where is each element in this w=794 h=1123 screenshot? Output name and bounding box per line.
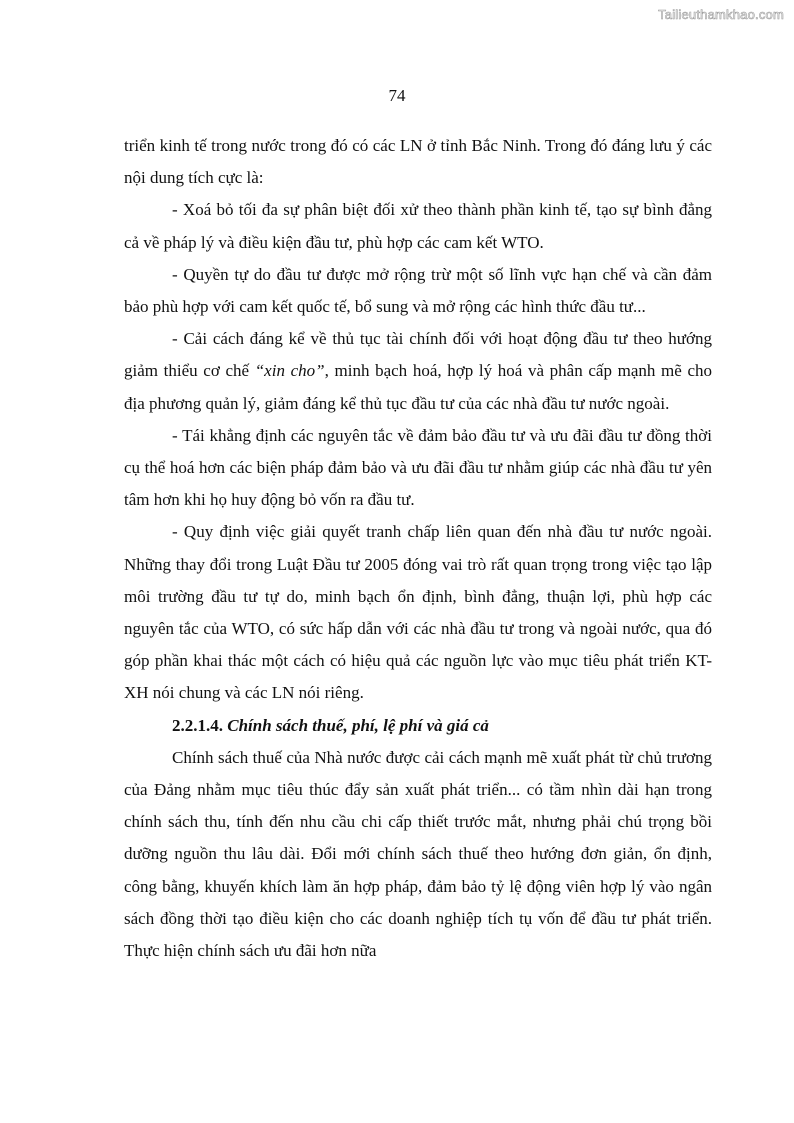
paragraph-4-italic: “xin cho” [254, 361, 325, 381]
paragraph-4-before: - Cải cách đáng kể về thủ tục tài chính đối với hoạt động đầu tư theo hướng giảm thiểu cơ chế [124, 329, 712, 381]
paragraph-6: - Quy định việc giải quyết tranh chấp liên quan đến nhà đầu tư nước ngoài. Những thay đổi trong Luật Đầu tư 2005 đóng vai trò rất quan trọng trong việc tạo lập môi trường đầu tư tự do, minh bạch ổn định, bình đẳng, thuận lợi, phù hợp các nguyên tắc của WTO, có sức hấp dẫn với các nhà đầu tư trong và ngoài nước, qua đó góp phần khai thác một cách có hiệu quả các nguồn lực vào mục tiêu phát triển KT-XH nói chung và các LN nói riêng. [124, 522, 712, 703]
paragraph-4 [124, 323, 712, 420]
paragraph-2: - Xoá bỏ tối đa sự phân biệt đối xử theo thành phần kinh tế, tạo sự bình đẳng cả về pháp lý và điều kiện đầu tư, phù hợp các cam kết WTO. [124, 200, 712, 252]
paragraph-1: triển kinh tế trong nước trong đó có các LN ở tỉnh Bắc Ninh. Trong đó đáng lưu ý các nội dung tích cực là: [124, 136, 712, 188]
paragraph-7: Chính sách thuế của Nhà nước được cải cách mạnh mẽ xuất phát từ chủ trương của Đảng nhằm mục tiêu thúc đẩy sản xuất phát triển... có tầm nhìn dài hạn trong chính sách thu, tính đến nhu cầu chi cấp thiết trước mắt, nhưng phải chú trọng bồi dưỡng nguồn thu lâu dài. Đổi mới chính sách thuế theo hướng đơn giản, ổn định, công bằng, khuyến khích làm ăn hợp pháp, đảm bảo tỷ lệ động viên hợp lý vào ngân sách đồng thời tạo điều kiện cho các doanh nghiệp tích tụ vốn để đầu tư phát triển. Thực hiện chính sách ưu đãi hơn nữa [124, 747, 712, 961]
paragraph-4-after: , minh bạch hoá, hợp lý hoá và phân cấp mạnh mẽ cho địa phương quản lý, giảm đáng kể thủ tục đầu tư của các nhà đầu tư nước ngoài. [124, 361, 712, 413]
document-body [124, 130, 712, 967]
page-number: 74 [388, 86, 406, 105]
section-heading-number: 2.2.1.4. [172, 715, 223, 735]
paragraph-5: - Tái khẳng định các nguyên tắc về đảm bảo đầu tư và ưu đãi đầu tư đồng thời cụ thể hoá hơn các biện pháp đảm bảo và ưu đãi đầu tư nhằm giúp các nhà đầu tư yên tâm hơn khi họ huy động bỏ vốn ra đầu tư. [124, 425, 712, 510]
paragraph-3: - Quyền tự do đầu tư được mở rộng trừ một số lĩnh vực hạn chế và cần đảm bảo phù hợp với cam kết quốc tế, bổ sung và mở rộng các hình thức đầu tư... [124, 264, 712, 317]
section-heading [124, 710, 712, 742]
watermark-text: Tailieuthamkhao.com [658, 7, 784, 22]
section-heading-title: Chính sách thuế, phí, lệ phí và giá cả [227, 715, 489, 735]
